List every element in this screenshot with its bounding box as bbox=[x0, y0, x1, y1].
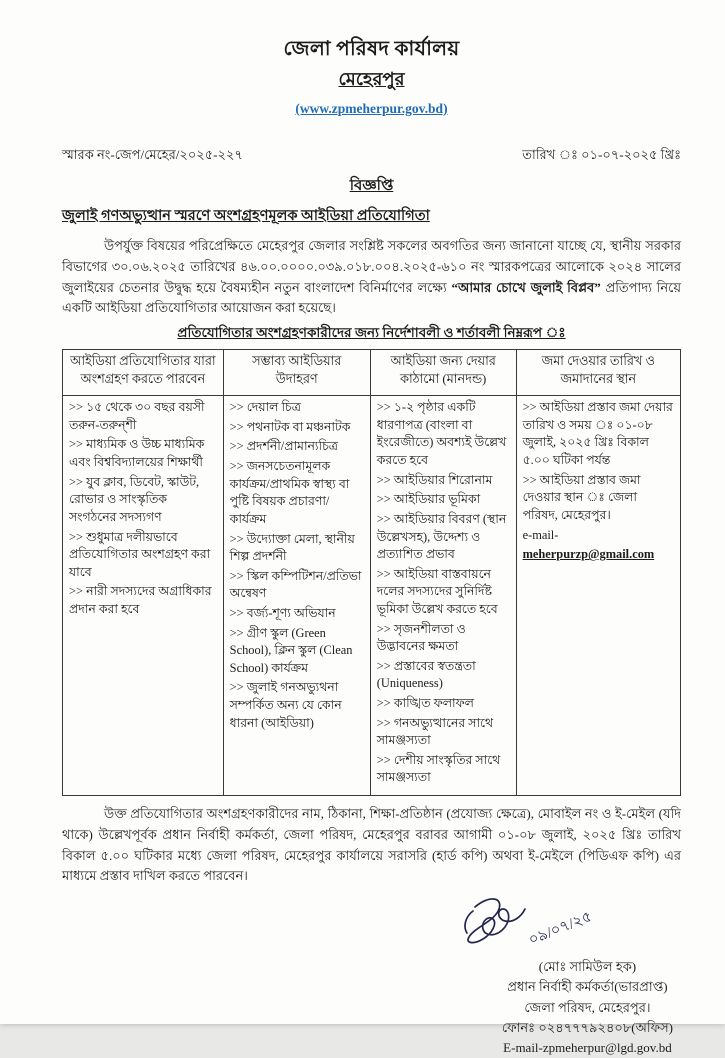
intro-text-1: উপর্যুক্ত বিষয়ের পরিপ্রেক্ষিতে মেহেরপুর জেলার সংশ্লিষ্ট সকলের অবগতির জন্য জানানো যাচ্ছে যে, স্থানীয় সরকার বিভাগের ৩০.০৬.২০২৫ তারিখের ৪৬.০০.০০০০.০৩৯.০১৮.০০৪.২০২৫-৬১০ নং স্মারকপত্রের আলোকে ২০২৪ সালের জুলাইয়ের চেতনার উদ্বুদ্ধ হয়ে বৈষম্যহীন নতুন বাংলাদেশ বিনির্মাণের লক্ষ্যে bbox=[62, 238, 681, 295]
list-item: >> আইডিয়ার বিবরণ (স্থান উল্লেখসহ), উদ্দেশ্য ও প্রত্যাশিত প্রভাব bbox=[376, 511, 507, 562]
meta-row bbox=[62, 145, 681, 165]
list-item: >> শুধুমাত্র দলীয়ভাবে প্রতিযোগিতার অংশগ্রহণ করা যাবে bbox=[69, 529, 211, 579]
intro-paragraph bbox=[62, 236, 681, 319]
list-item: >> গ্রীণ স্কুল (Green School), ক্লিন স্কুল (Clean School) কার্যক্রম bbox=[229, 625, 353, 675]
subject-line: জুলাই গণঅভ্যুত্থান স্মরণে অংশগ্রহণমূলক আইডিয়া প্রতিযোগিতা bbox=[62, 208, 430, 225]
signatory-name: (মোঃ সামিউল হক) bbox=[538, 959, 637, 975]
website-link[interactable]: (www.zpmeherpur.gov.bd) bbox=[295, 101, 448, 116]
list-item: >> আইডিয়ার শিরোনাম bbox=[376, 472, 493, 487]
cell-examples bbox=[223, 396, 370, 796]
list-item: >> জনসচেতনামূলক কার্যক্রম/প্রাথমিক স্বাস্থ্য বা পুষ্টি বিষয়ক প্রচারণা/ কার্যক্রম bbox=[229, 459, 350, 526]
list-item: >> প্রস্তাবের স্বতন্ত্রতা (Uniqueness) bbox=[376, 658, 476, 691]
signature-block bbox=[62, 893, 681, 1058]
signatory-email[interactable]: E-mail-zpmeherpur@lgd.gov.bd bbox=[503, 1039, 672, 1055]
office-name: জেলা পরিষদ কার্যালয় bbox=[283, 38, 460, 60]
list-item: >> যুব ক্লাব, ডিবেট, স্কাউট, রোভার ও সাংস্কৃতিক সংগঠনের সদস্যগণ bbox=[69, 474, 200, 524]
list-item: >> আইডিয়া প্রস্তাব জমা দেয়ার তারিখ ও সময় ঃ ০১-০৮ জুলাই, ২০২৫ খ্রিঃ বিকাল ৫.০০ ঘটিকা পর্যন্ত bbox=[522, 400, 673, 468]
list-item: >> জুলাই গনঅভ্যুথনা সম্পর্কিত অন্য যে কোন ধারনা (আইডিয়া) bbox=[229, 680, 342, 730]
list-item: >> প্রদর্শনী/প্রামান্যচিত্র bbox=[229, 439, 338, 454]
signatory-office: জেলা পরিষদ, মেহেরপুর। bbox=[524, 999, 651, 1015]
closing-paragraph bbox=[62, 804, 681, 887]
list-item: >> মাধ্যমিক ও উচ্চ মাধ্যমিক এবং বিশ্ববিদ্যালয়ের শিক্ষার্থী bbox=[69, 437, 205, 470]
list-item: >> স্কিল কম্পিটিশন/প্রতিভা অন্বেষণ bbox=[229, 568, 362, 601]
list-item: >> আইডিয়া প্রস্তাব জমা দেওয়ার স্থান ঃ জেলা পরিষদ, মেহেরপুর। bbox=[522, 472, 641, 522]
table-body-row bbox=[63, 396, 681, 796]
list-item: >> ১-২ পৃষ্ঠার একটি ধারণাপত্র (বাংলা বা ইংরেজীতে) অবশ্যই উল্লেখ করতে হবে bbox=[376, 400, 507, 468]
conditions-table bbox=[62, 349, 681, 796]
signatory-designation: প্রধান নির্বাহী কর্মকর্তা(ভারপ্রাপ্ত) bbox=[507, 979, 668, 995]
table-header-row bbox=[63, 350, 681, 396]
list-item: e-mail- bbox=[522, 527, 559, 542]
date-line: তারিখ ঃ ০১-০৭-২০২৫ খ্রিঃ bbox=[522, 147, 681, 163]
cell-format bbox=[370, 396, 516, 796]
column-header-format: আইডিয়া জন্য দেয়ার কাঠামো (মানদন্ড) bbox=[370, 350, 516, 396]
list-item: >> নারী সদস্যদের অগ্রাধিকার প্রদান করা হবে bbox=[69, 584, 212, 616]
signatory-phone: ফোনঃ ০২৪৭৭৭৯২৪০৮(অফিস) bbox=[501, 1019, 673, 1035]
signatory-details bbox=[502, 957, 673, 1058]
cell-participants bbox=[63, 396, 224, 796]
list-item: >> দেয়াল চিত্র bbox=[229, 400, 301, 415]
list-item: >> কাঙ্খিত ফলাফল bbox=[376, 696, 474, 710]
cell-submission bbox=[516, 396, 680, 796]
list-item: >> ১৫ থেকে ৩০ বছর বয়সী তরুন-তরুন্শী bbox=[69, 400, 205, 432]
column-header-participants: আইডিয়া প্রতিযোগিতার যারা অংশগ্রহণ করতে পারবেন bbox=[63, 350, 224, 396]
list-item: >> উদ্যোক্তা মেলা, স্থানীয় শিল্প প্রদর্শনী bbox=[229, 531, 355, 564]
list-item: >> দেশীয় সাংস্কৃতির সাথে সামঞ্জস্যতা bbox=[376, 752, 501, 785]
column-header-examples: সম্ভাব্য আইডিয়ার উদাহরণ bbox=[223, 350, 370, 396]
district-name: মেহেরপুর bbox=[338, 69, 405, 89]
cell-submission-lines bbox=[523, 399, 674, 544]
list-item: >> পথনাটক বা মঞ্চনাটক bbox=[229, 419, 351, 434]
signature-date: ০৯/০৭/২৫ bbox=[526, 909, 595, 949]
letterhead bbox=[62, 34, 681, 119]
intro-highlight: “আমার চোখে জুলাই বিপ্লব” bbox=[451, 279, 601, 295]
column-header-submission: জমা দেওয়ার তারিখ ও জমাদানের স্থান bbox=[516, 350, 680, 396]
list-item: >> সৃজনশীলতা ও উদ্ভাবনের ক্ষমতা bbox=[376, 621, 466, 654]
list-item: >> বর্জ্য-শূণ্য অভিযান bbox=[229, 605, 336, 620]
handwritten-signature-icon bbox=[445, 893, 615, 955]
closing-text: উক্ত প্রতিযোগিতার অংশগ্রহণকারীদের নাম, ঠিকানা, শিক্ষা-প্রতিষ্ঠান (প্রযোজ্য ক্ষেত্রে), মোবাইল নং ও ই-মেইল (যদি থাকে) উল্লেখপূর্বক প্রধান নির্বাহী কর্মকর্তা, জেলা পরিষদ, মেহেরপুর বরাবর আগামী ০১-০৮ জুলাই, ২০২৫ খ্রিঃ তারিখ বিকাল ৫.০০ ঘটিকার মধ্যে জেলা পরিষদ, মেহেরপুর কার্যালয়ে সরাসরি (হার্ড কপি) অথবা ই-মেইলে (পিডিএফ কপি) এর মাধ্যমে প্রস্তাব দাখিল করতে পারবেন। bbox=[62, 806, 681, 884]
table-heading: প্রতিযোগিতার অংশগ্রহণকারীদের জন্য নির্দেশাবলী ও শর্তাবলী নিম্নরূপ ঃ bbox=[177, 325, 566, 341]
notice-title: বিজ্ঞপ্তি bbox=[349, 177, 394, 194]
list-item: >> গনঅভ্যুত্থানের সাথে সামঞ্জস্যতা bbox=[376, 715, 494, 748]
submission-email-link[interactable]: meherpurzp@gmail.com bbox=[522, 547, 655, 562]
intro-text-2: প্রতিপাদ্য নিয়ে একটি আইডিয়া প্রতিযোগিতার আয়োজন করা হয়েছে। bbox=[62, 279, 681, 316]
list-item: >> আইডিয়ার ভূমিকা bbox=[376, 492, 481, 507]
list-item: >> আইডিয়া বাস্তবায়নে দলের সদস্যদের সুনির্দিষ্ট ভূমিকা উল্লেখ করতে হবে bbox=[376, 566, 498, 616]
memo-number: স্মারক নং-জেপ/মেহের/২০২৫-২২৭ bbox=[62, 147, 243, 163]
